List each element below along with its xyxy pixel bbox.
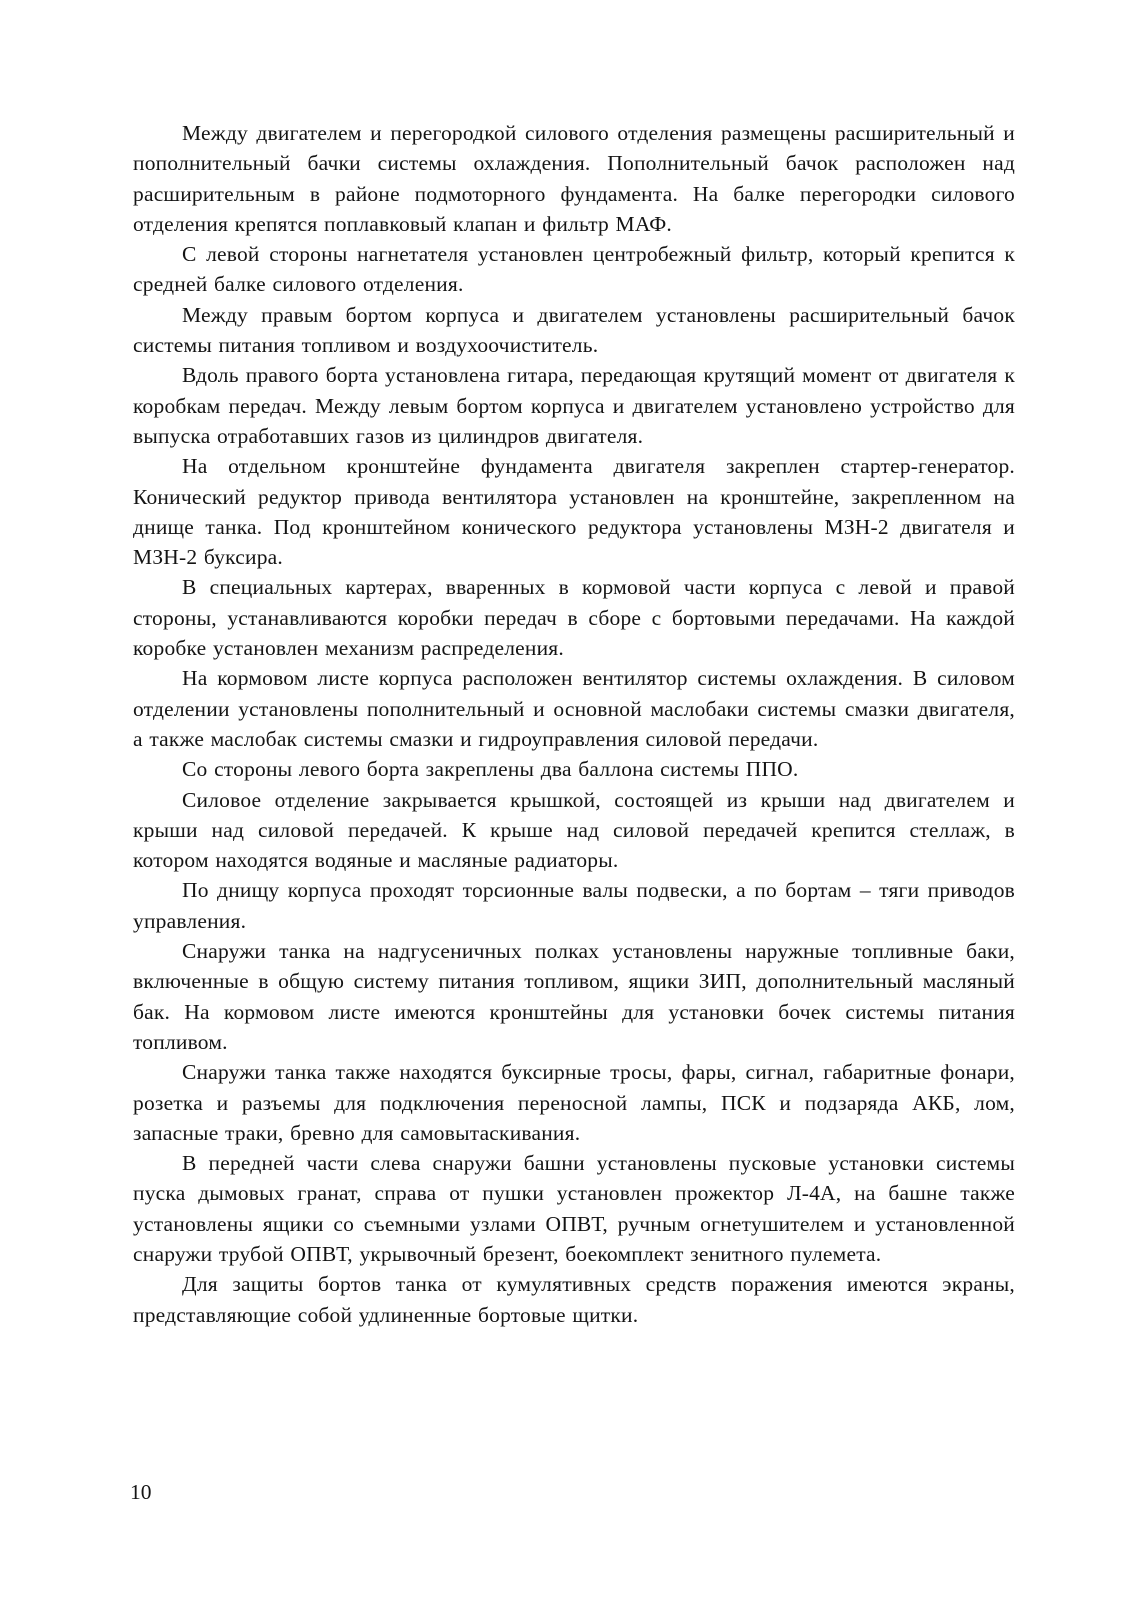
paragraph: Снаружи танка также находятся буксирные тросы, фары, сигнал, габаритные фонари, розетка и разъемы для подключения переносной лампы, ПСК и подзаряда АКБ, лом, запасные траки, бревно для самовытаскивания. xyxy=(133,1060,1015,1145)
paragraph: Со стороны левого борта закреплены два баллона системы ППО. xyxy=(182,757,799,782)
paragraph: Между двигателем и перегородкой силового отделения размещены расширительный и пополнительный бачки системы охлаждения. Пополнительный бачок расположен над расширительным в районе подмоторного фундамента. На балке перегородки силового отделения крепятся поплавковый клапан и фильтр МАФ. xyxy=(133,121,1015,236)
paragraph: На отдельном кронштейне фундамента двигателя закреплен стартер-генератор. Конический редуктор привода вентилятора установлен на кронштейне, закрепленном на днище танка. Под кронштейном конического редуктора установлены МЗН-2 двигателя и МЗН-2 буксира. xyxy=(133,454,1015,570)
page-content xyxy=(133,118,1015,1330)
paragraph: В специальных картерах, вваренных в кормовой части корпуса с левой и правой стороны, устанавливаются коробки передач в сборе с бортовыми передачами. На каждой коробке установлен механизм распределения. xyxy=(133,575,1015,661)
paragraph: Между правым бортом корпуса и двигателем установлены расширительный бачок системы питания топливом и воздухоочиститель. xyxy=(133,302,1015,358)
paragraph: На кормовом листе корпуса расположен вентилятор системы охлаждения. В силовом отделении установлены пополнительный и основной маслобаки системы смазки двигателя, а также маслобак системы смазки и гидроуправления силовой передачи. xyxy=(133,666,1015,751)
paragraph: Вдоль правого борта установлена гитара, передающая крутящий момент от двигателя к коробкам передач. Между левым бортом корпуса и двигателем установлено устройство для выпуска отработавших газов из цилиндров двигателя. xyxy=(133,363,1015,448)
paragraph: По днищу корпуса проходят торсионные валы подвески, а по бортам – тяги приводов управления. xyxy=(133,878,1015,933)
page-number: 10 xyxy=(130,1480,152,1504)
paragraph: В передней части слева снаружи башни установлены пусковые установки системы пуска дымовых гранат, справа от пушки установлен прожектор Л-4А, на башне также установлены ящики со съемными узлами ОПВТ, ручным огнетушителем и установленной снаружи трубой ОПВТ, укрывочный брезент, боекомплект зенитного пулемета. xyxy=(133,1151,1015,1266)
paragraph: Силовое отделение закрывается крышкой, состоящей из крыши над двигателем и крыши над силовой передачей. К крыше над силовой передачей крепится стеллаж, в котором находятся водяные и масляные радиаторы. xyxy=(133,787,1015,873)
paragraph: С левой стороны нагнетателя установлен центробежный фильтр, который крепится к средней балке силового отделения. xyxy=(133,242,1015,297)
paragraph: Снаружи танка на надгусеничных полках установлены наружные топливные баки, включенные в общую систему питания топливом, ящики ЗИП, дополнительный масляный бак. На кормовом листе имеются кронштейны для установки бочек системы питания топливом. xyxy=(133,939,1015,1054)
paragraph: Для защиты бортов танка от кумулятивных средств поражения имеются экраны, представляющие собой удлиненные бортовые щитки. xyxy=(133,1272,1015,1327)
